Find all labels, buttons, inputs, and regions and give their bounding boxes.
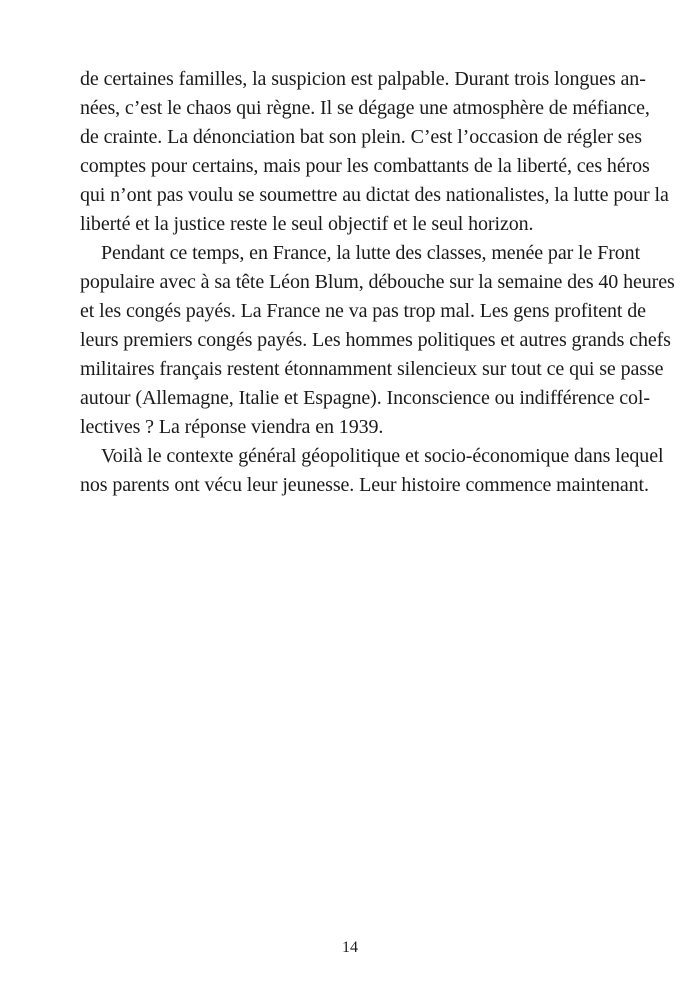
paragraph-3-line-1: Voilà le contexte général géopolitique et socio-économique dans lequel bbox=[101, 445, 664, 467]
paragraph-2-line-1: Pendant ce temps, en France, la lutte des classes, menée par le Front bbox=[101, 242, 641, 264]
paragraph-2-line-5: militaires français restent étonnamment silencieux sur tout ce qui se passe bbox=[80, 358, 664, 380]
paragraph-1-line-3: de crainte. La dénonciation bat son plein. C’est l’occasion de régler ses bbox=[80, 126, 642, 148]
paragraph-2-line-4: leurs premiers congés payés. Les hommes politiques et autres grands chefs bbox=[80, 329, 671, 351]
paragraph-2-line-6: autour (Allemagne, Italie et Espagne). Inconscience ou indifférence col- bbox=[80, 387, 650, 409]
paragraph-1-line-6: liberté et la justice reste le seul objectif et le seul horizon. bbox=[80, 213, 534, 235]
paragraph-1-line-4: comptes pour certains, mais pour les combattants de la liberté, ces héros bbox=[80, 155, 650, 177]
paragraph-2-line-7: lectives ? La réponse viendra en 1939. bbox=[80, 416, 384, 438]
page-number: 14 bbox=[342, 939, 358, 956]
paragraph-2-line-3: et les congés payés. La France ne va pas trop mal. Les gens profitent de bbox=[80, 300, 646, 322]
paragraph-1-line-2: nées, c’est le chaos qui règne. Il se dégage une atmosphère de méfiance, bbox=[80, 97, 650, 119]
paragraph-1-line-5: qui n’ont pas voulu se soumettre au dictat des nationalistes, la lutte pour la bbox=[80, 184, 669, 206]
paragraph-3-line-2: nos parents ont vécu leur jeunesse. Leur histoire commence maintenant. bbox=[80, 474, 649, 496]
paragraph-2-line-2: populaire avec à sa tête Léon Blum, débouche sur la semaine des 40 heures bbox=[80, 271, 675, 293]
paragraph-1-line-1: de certaines familles, la suspicion est palpable. Durant trois longues an- bbox=[80, 68, 646, 90]
